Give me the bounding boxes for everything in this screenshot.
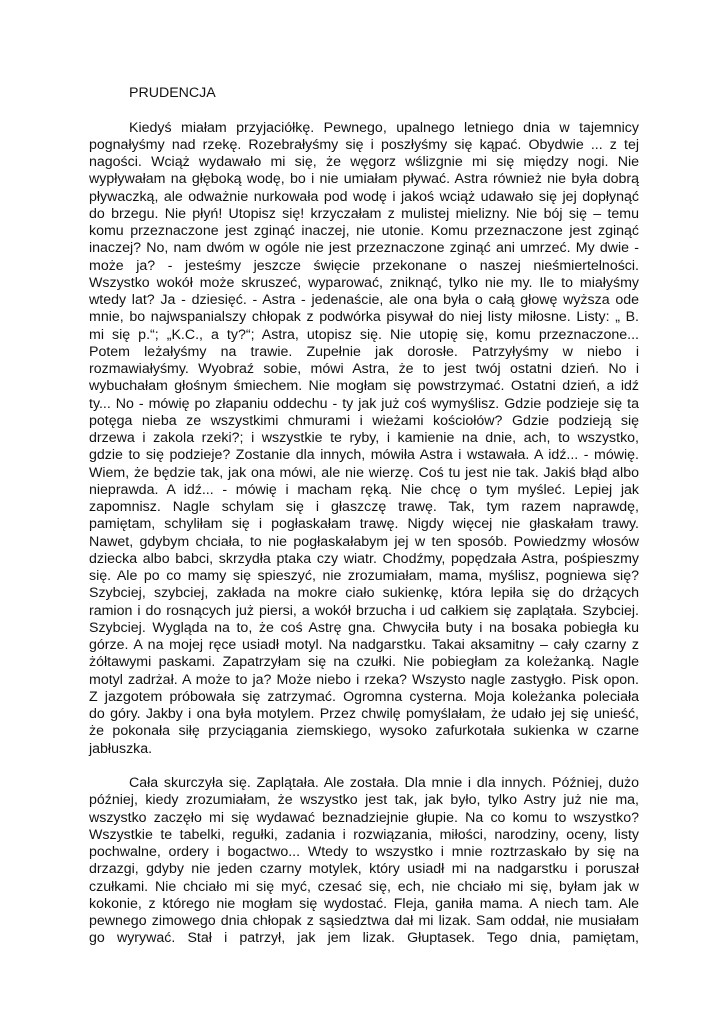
text-line: potęga nieba ze wszystkimi chmurami i wieżami kościołów? Gdzie podzieją się bbox=[89, 412, 639, 429]
text-line: Cała skurczyła się. Zaplątała. Ale została. Dla mnie i dla innych. Później, dużo bbox=[129, 775, 639, 791]
text-line: zapomnisz. Nagle schylam się i głaszczę trawę. Tak, tym razem naprawdę, bbox=[89, 499, 639, 515]
text-line: drzewa i zakola rzeki?; i wszystkie te ryby, i kamienie na dnie, ach, to wszystko, bbox=[89, 430, 639, 446]
text-line: Wiem, że będzie tak, jak ona mówi, ale nie wierzę. Coś tu jest nie tak. Jakiś błąd albo bbox=[89, 464, 639, 481]
text-line: do góry. Jakby i ona była motylem. Przez chwilę pomyślałam, że udało jej się unieść, bbox=[89, 706, 639, 722]
text-line: go wyrywać. Stał i patrzył, jak jem lizak. Głuptasek. Tego dnia, pamiętam, bbox=[89, 930, 639, 947]
text-line: może ja? - jesteśmy jeszcze święcie przekonane o naszej nieśmiertelności. bbox=[89, 257, 639, 274]
text-line: inaczej? No, nam dwóm w ogóle nie jest przeznaczone zginąć ani umrzeć. My dwie - bbox=[89, 240, 639, 257]
text-line: Szybciej, szybciej, zakłada na mokre ciało sukienkę, która lepiła się do drżących bbox=[89, 585, 639, 602]
text-line: wypływałam na głęboką wodę, bo i nie umiałam pływać. Astra również nie była dobrą bbox=[89, 171, 639, 188]
text-line: pewnego zimowego dnia chłopak z sąsiedztwa dał mi lizak. Sam oddał, nie musiałam bbox=[89, 913, 639, 929]
text-line: Potem leżałyśmy na trawie. Zupełnie jak dorosłe. Patrzyłyśmy w niebo i bbox=[89, 343, 639, 360]
text-line: pływaczką, ale odważnie nurkowała pod wodę i jakoś wciąż udawało się jej dopłynąć bbox=[89, 188, 639, 205]
text-line: rozmawiałyśmy. Wyobraź sobie, mówi Astra, że to jest twój ostatni dzień. No i bbox=[89, 361, 639, 377]
text-line: do brzegu. Nie płyń! Utopisz się! krzyczałam z mulistej mielizny. Nie bój się – temu bbox=[89, 205, 639, 222]
text-line: wszystko zaczęło mi się wydawać beznadziejnie głupie. Na co komu to wszystko? bbox=[89, 809, 639, 826]
text-line: że pokonała siłę przyciągania ziemskiego, wysoko zafurkotała sukienka w czarne bbox=[89, 723, 639, 740]
text-line: ramion i do rosnących już piersi, a wokół brzucha i ud całkiem się zaplątała. Szybciej. bbox=[89, 602, 639, 619]
text-line: nagości. Wciąż wydawało mi się, że węgorz wślizgnie mi się między nogi. Nie bbox=[89, 154, 639, 170]
text-line: mnie, bo najwspanialszy chłopak z podwórka pisywał do niej listy miłosne. Listy: „ B. bbox=[89, 309, 639, 326]
text-line: gdzie to się podzieje? Zostanie dla innych, mówiła Astra i wstawała. A idź... - mówię. bbox=[89, 447, 639, 464]
text-line: komu przeznaczone jest zginąć inaczej, nie utonie. Komu przeznaczone jest zginąć bbox=[89, 223, 639, 239]
text-line: Z jazgotem próbowała się zatrzymać. Ogromna cysterna. Moja koleżanka poleciała bbox=[89, 688, 639, 705]
text-line: pochwalne, ordery i bogactwo... Wtedy to wszystko i mnie roztrzaskało by się na bbox=[89, 844, 639, 860]
text-line: wtedy lat? Ja - dziesięć. - Astra - jedenaście, ale ona była o całą głowę wyższa ode bbox=[89, 292, 639, 308]
text-line: pamiętam, schyliłam się i pogłaskałam trawę. Nigdy więcej nie głaskałam trawy. bbox=[89, 516, 639, 533]
text-line: Szybciej. Wygląda na to, że coś Astrę gna. Chwyciła buty i na bosaka pobiegła ku bbox=[89, 619, 639, 636]
text-line: górze. A na mojej ręce usiadł motyl. Na nadgarstku. Takai aksamitny – cały czarny z bbox=[89, 637, 639, 653]
text-line: drzazgi, gdyby nie jeden czarny motylek, który usiadł mi na nadgarstku i poruszał bbox=[89, 861, 639, 878]
text-line: się. Ale po co mamy się spieszyć, nie zrozumiałam, mama, myślisz, pogniewa się? bbox=[89, 568, 639, 584]
text-line: wybuchałam głośnym śmiechem. Nie mogłam się powstrzymać. Ostatni dzień, a idź bbox=[89, 378, 639, 395]
paragraph-2 bbox=[89, 775, 639, 948]
text-line: później, kiedy zrozumiałam, że wszystko jest tak, jak było, tylko Astry już nie ma, bbox=[89, 792, 639, 809]
document-page bbox=[89, 85, 639, 965]
paragraph-1 bbox=[89, 120, 639, 758]
text-line: kokonie, z którego nie mogłam się wydostać. Fleja, ganiła mama. A niech tam. Ale bbox=[89, 895, 639, 912]
text-line: nieprawda. A idź... - mówię i macham ręką. Nie chcę o tym myśleć. Lepiej jak bbox=[89, 481, 639, 498]
text-line: Kiedyś miałam przyjaciółkę. Pewnego, upalnego letniego dnia w tajemnicy bbox=[129, 119, 639, 136]
text-line: czułkami. Nie chciało mi się myć, czesać się, ech, nie chciało mi się, byłam jak w bbox=[89, 878, 639, 895]
text-line: żółtawymi paskami. Zapatrzyłam się na czułki. Nie pobiegłam za koleżanką. Nagle bbox=[89, 654, 639, 671]
text-line: pognałyśmy nad rzekę. Rozebrałyśmy się i poszłyśmy się kąpać. Obydwie ... z tej bbox=[89, 136, 639, 153]
document-title: PRUDENCJA bbox=[129, 85, 216, 101]
text-line: ty... No - mówię po złapaniu oddechu - ty jak już coś wymyślisz. Gdzie podzieje się ta bbox=[89, 395, 639, 412]
text-line: mi się p.“; „K.C., a ty?“; Astra, utopisz się. Nie utopię się, komu przeznaczone... bbox=[89, 326, 639, 343]
text-line: Nawet, gdybym chciała, to nie pogłaskałabym jej w ten sposób. Powiedzmy włosów bbox=[89, 533, 639, 550]
text-line: motyl zadrżał. A może to ja? Może niebo i rzeka? Wszysto nagle zastygło. Pisk opon. bbox=[89, 671, 639, 688]
text-line: dziecka albo babci, skrzydła ptaka czy wiatr. Chodźmy, popędzała Astra, pośpieszmy bbox=[89, 550, 639, 567]
text-line: Wszystko wokół może skruszeć, wyparować, zniknąć, tylko nie my. Ile to miałyśmy bbox=[89, 274, 639, 291]
text-line: Wszystkie te tabelki, regułki, zadania i rozwiązania, miłości, narodziny, oceny, listy bbox=[89, 826, 639, 843]
text-line: jabłuszka. bbox=[89, 740, 153, 757]
